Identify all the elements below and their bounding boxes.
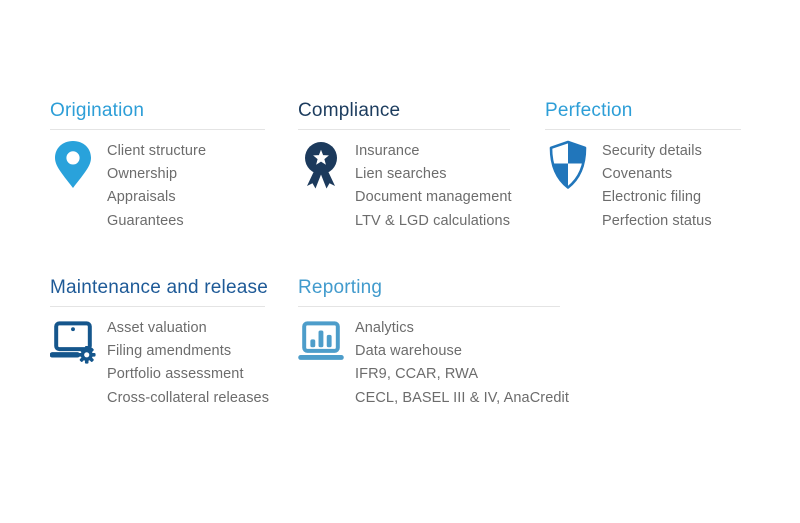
list-item: Data warehouse xyxy=(355,343,462,360)
list-item: Security details xyxy=(602,143,702,159)
section-title-reporting: Reporting xyxy=(298,277,383,298)
list-item: Analytics xyxy=(355,320,414,336)
section-divider xyxy=(50,129,265,130)
section-title-compliance: Compliance xyxy=(298,100,401,121)
item-list xyxy=(107,317,269,410)
section-divider xyxy=(298,129,510,130)
shield-icon xyxy=(545,139,591,191)
list-item: Document management xyxy=(355,189,512,206)
item-list xyxy=(602,140,712,233)
list-item: Filing amendments xyxy=(107,343,232,360)
section-origination xyxy=(50,100,265,233)
section-title-perfection: Perfection xyxy=(545,100,633,121)
list-item: Perfection status xyxy=(602,212,712,229)
list-item: Guarantees xyxy=(107,212,184,229)
section-title-origination: Origination xyxy=(50,100,145,121)
list-item: CECL, BASEL III & IV, AnaCredit xyxy=(355,389,569,406)
section-compliance xyxy=(298,100,510,233)
list-item: Lien searches xyxy=(355,166,447,183)
section-perfection xyxy=(545,100,741,233)
list-item: Appraisals xyxy=(107,189,176,206)
list-item: Covenants xyxy=(602,166,673,183)
laptop-gear-icon xyxy=(50,316,96,368)
section-maintenance-and-release xyxy=(50,277,270,410)
item-list xyxy=(107,140,206,233)
laptop-chart-icon xyxy=(298,316,344,368)
list-item: Portfolio assessment xyxy=(107,366,244,383)
list-item: LTV & LGD calculations xyxy=(355,212,511,229)
section-divider xyxy=(50,306,265,307)
list-item: Cross-collateral releases xyxy=(107,389,270,406)
list-item: Asset valuation xyxy=(107,320,207,336)
section-divider xyxy=(545,129,741,130)
section-divider xyxy=(298,306,560,307)
item-list xyxy=(355,140,512,233)
list-item: Ownership xyxy=(107,166,178,183)
award-ribbon-icon xyxy=(298,139,344,191)
section-title-maintenance: Maintenance and release xyxy=(50,277,268,298)
list-item: Electronic filing xyxy=(602,189,702,206)
location-pin-icon xyxy=(50,139,96,191)
list-item: Client structure xyxy=(107,143,207,159)
section-reporting xyxy=(298,277,569,410)
item-list xyxy=(355,317,569,410)
list-item: Insurance xyxy=(355,143,420,159)
list-item: IFR9, CCAR, RWA xyxy=(355,366,479,383)
